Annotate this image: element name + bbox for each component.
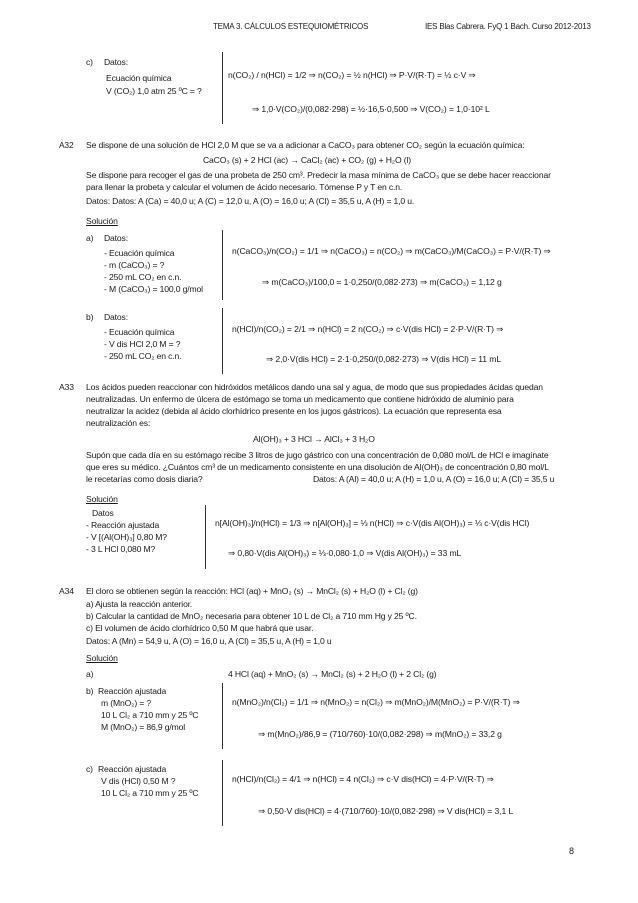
page-number: 8 — [569, 846, 575, 856]
a33-paragraph: neutralización es: — [86, 418, 151, 428]
a32-solucion: Solución — [86, 216, 118, 226]
a34-b-equation-2: ⇒ m(MnO₂)/86,9 = (710/760)·10/(0,082·298) ⇒ m(MnO₂) = 33,2 g — [258, 729, 502, 739]
a34-b-head: Reacción ajustada — [98, 686, 167, 696]
divider-line — [222, 308, 223, 374]
a34-datos: Datos: A (Mn) = 54,9 u, A (O) = 16,0 u, A (Cl) = 35,5 u, A (H) = 1,0 u — [86, 636, 332, 646]
a33-datos-line: - Reacción ajustada — [86, 520, 160, 530]
a34-question-b: b) Calcular la cantidad de MnO₂ necesaria para obtener 10 L de Cl₂ a 710 mm Hg y 25 ºC. — [86, 611, 417, 621]
part-c-line2: V (CO₂) 1,0 atm 25 ºC = ? — [106, 86, 202, 96]
part-c-equation-2: ⇒ 1,0·V(CO₂)/(0,082·298) = ½·16,5·0,500 ⇒ V(CO₂) = 1,0·10² L — [252, 104, 490, 114]
a34-b-label: b) — [86, 686, 94, 696]
a34-intro: El cloro se obtienen según la reacción: HCl (aq) + MnO₂ (s) → MnCl₂ (s) + H₂O (l) + Cl₂ (g) — [86, 586, 418, 596]
a34-a-reaction: 4 HCl (aq) + MnO₂ (s) → MnCl₂ (s) + 2 H₂O (l) + 2 Cl₂ (g) — [228, 669, 437, 679]
a33-equation-1: n[Al(OH)₃]/n(HCl) = 1/3 ⇒ n[Al(OH)₃] = ⅓ n(HCl) ⇒ c·V(dis Al(OH)₃) = ⅓ c·V(dis HCl) — [215, 518, 530, 528]
divider-line — [222, 683, 223, 749]
a33-datos: Datos: A (Al) = 40,0 u; A (H) = 1,0 u, A (O) = 16,0 u; A (Cl) = 35,5 u — [313, 474, 555, 484]
part-c-label: c) — [86, 57, 93, 67]
a33-reaction: Al(OH)₃ + 3 HCl → AlCl₃ + 3 H₂O — [253, 434, 375, 444]
a32-b-line: - 250 mL CO₂ en c.n. — [104, 351, 182, 361]
a34-b-line: m (MnO₂) = ? — [101, 698, 152, 708]
a33-paragraph: neutralizadas. Un enfermo de úlcera de estómago se toma un medicamento que contiene hidróxido de aluminio para — [86, 394, 514, 404]
a33-solucion: Solución — [86, 494, 118, 504]
a33-question: Supón que cada día en su estómago recibe 3 litros de jugo gástrico con una concentración de 0,080 mol/L de HCl e imagínate — [86, 450, 549, 460]
a32-question-1: Se dispone para recoger el gas de una probeta de 250 cm³. Predecir la masa mínima de CaCO₃ que se debe hacer reaccionar — [86, 170, 551, 180]
a34-c-label: c) — [86, 764, 93, 774]
divider-line — [222, 760, 223, 826]
a33-question: le recetarías como dosis diaria? — [86, 474, 203, 484]
a34-solucion: Solución — [86, 653, 118, 663]
a34-question-a: a) Ajusta la reacción anterior. — [86, 599, 193, 609]
a32-b-label: b) — [86, 312, 94, 322]
a32-a-label: a) — [86, 233, 94, 243]
a32-datos: Datos: Datos: A (Ca) = 40,0 u; A (C) = 12,0 u, A (O) = 16,0 u; A (Cl) = 35,5 u, A (H) = 1,0 u. — [86, 196, 415, 206]
header-school: IES Blas Cabrera. FyQ 1 Bach. Curso 2012-2013 — [425, 22, 591, 31]
part-c-line1: Ecuación química — [106, 73, 172, 83]
a32-a-line: - 250 mL CO₂ en c.n. — [104, 272, 182, 282]
a32-id: A32 — [59, 140, 74, 150]
a33-id: A33 — [59, 382, 74, 392]
a33-datos-head: Datos — [92, 508, 114, 518]
a34-b-equation-1: n(MnO₂)/n(Cl₂) = 1/1 ⇒ n(MnO₂) = n(Cl₂) ⇒ m(MnO₂)/M(MnO₂) = P·V/(R·T) ⇒ — [232, 697, 520, 707]
a33-paragraph: Los ácidos pueden reaccionar con hidróxidos metálicos dando una sal y agua, de modo que sus propiedades ácidas quedan — [86, 382, 543, 392]
a34-c-line: V dis (HCl) 0,50 M ? — [101, 776, 176, 786]
a34-b-line: 10 L Cl₂ a 710 mm y 25 ºC — [101, 710, 199, 720]
a34-c-line: 10 L Cl₂ a 710 mm y 25 ºC — [101, 788, 199, 798]
a32-a-datos: Datos: — [104, 233, 128, 243]
a32-b-datos: Datos: — [104, 312, 128, 322]
a33-paragraph: neutralizar la acidez (debida al ácido clorhídrico presente en los jugos gástricos). La ecuación que representa esa — [86, 406, 502, 416]
a32-a-equation-1: n(CaCO₃)/n(CO₂) = 1/1 ⇒ n(CaCO₃) = n(CO₂) ⇒ m(CaCO₃)/M(CaCO₃) = P·V/(R·T) ⇒ — [232, 246, 551, 256]
a32-a-equation-2: ⇒ m(CaCO₃)/100,0 = 1·0,250/(0,082·273) ⇒ m(CaCO₃) = 1,12 g — [262, 277, 502, 287]
a34-c-equation-1: n(HCl)/n(Cl₂) = 4/1 ⇒ n(HCl) = 4 n(Cl₂) ⇒ c·V dis(HCl) = 4·P·V/(R·T) ⇒ — [232, 774, 494, 784]
a32-b-line: - Ecuación química — [104, 327, 175, 337]
divider-line — [205, 505, 206, 569]
a33-datos-line: - 3 L HCl 0,080 M? — [86, 544, 156, 554]
a32-intro: Se dispone de una solución de HCl 2,0 M que se va a adicionar a CaCO₃ para obtener CO₂ según la ecuación química: — [86, 140, 525, 150]
a32-b-equation-2: ⇒ 2,0·V(dis HCl) = 2·1·0,250/(0,082·273) ⇒ V(dis HCl) = 11 mL — [266, 354, 502, 364]
a33-equation-2: ⇒ 0,80·V(dis Al(OH)₃) = ⅓·0,080·1,0 ⇒ V(dis Al(OH)₃) = 33 mL — [228, 548, 462, 558]
a32-reaction: CaCO₃ (s) + 2 HCl (ac) → CaCl₂ (ac) + CO₂ (g) + H₂O (l) — [203, 155, 411, 165]
divider-line — [222, 52, 223, 124]
a32-a-line: - M (CaCO₃) = 100,0 g/mol — [104, 284, 203, 294]
part-c-equation-1: n(CO₂) / n(HCl) = 1/2 ⇒ n(CO₂) = ½ n(HCl) ⇒ P·V/(R·T) = ½ c·V ⇒ — [228, 70, 476, 80]
a32-question-2: para llenar la probeta y calcular el volumen de ácido necesario. Tómense P y T en c.n. — [86, 182, 403, 192]
a34-c-equation-2: ⇒ 0,50·V dis(HCl) = 4·(710/760)·10/(0,082·298) ⇒ V dis(HCl) = 3,1 L — [258, 806, 514, 816]
divider-line — [222, 230, 223, 300]
a32-a-line: - Ecuación química — [104, 248, 175, 258]
a34-c-head: Reacción ajustada — [98, 764, 167, 774]
a33-datos-line: - V [(Al(OH)₃] 0,80 M? — [86, 532, 167, 542]
a34-b-line: M (MnO₂) = 86,9 g/mol — [101, 722, 186, 732]
a34-question-c: c) El volumen de ácido clorhídrico 0,50 M que habrá que usar. — [86, 623, 314, 633]
a33-question: que eres su médico. ¿Cuántos cm³ de un medicamento consistente en una disolución de Al(OH)₃ de concentración 0,80 mol/L — [86, 462, 549, 472]
a32-b-line: - V dis HCl 2,0 M = ? — [104, 339, 181, 349]
part-c-datos: Datos: — [104, 57, 128, 67]
a34-a-label: a) — [86, 669, 94, 679]
header-title: TEMA 3. CÁLCULOS ESTEQUIOMÉTRICOS — [213, 22, 369, 31]
a34-id: A34 — [59, 586, 74, 596]
a32-b-equation-1: n(HCl)/n(CO₂) = 2/1 ⇒ n(HCl) = 2 n(CO₂) ⇒ c·V(dis HCl) = 2·P·V/(R·T) ⇒ — [232, 324, 504, 334]
a32-a-line: - m (CaCO₃) = ? — [104, 260, 165, 270]
